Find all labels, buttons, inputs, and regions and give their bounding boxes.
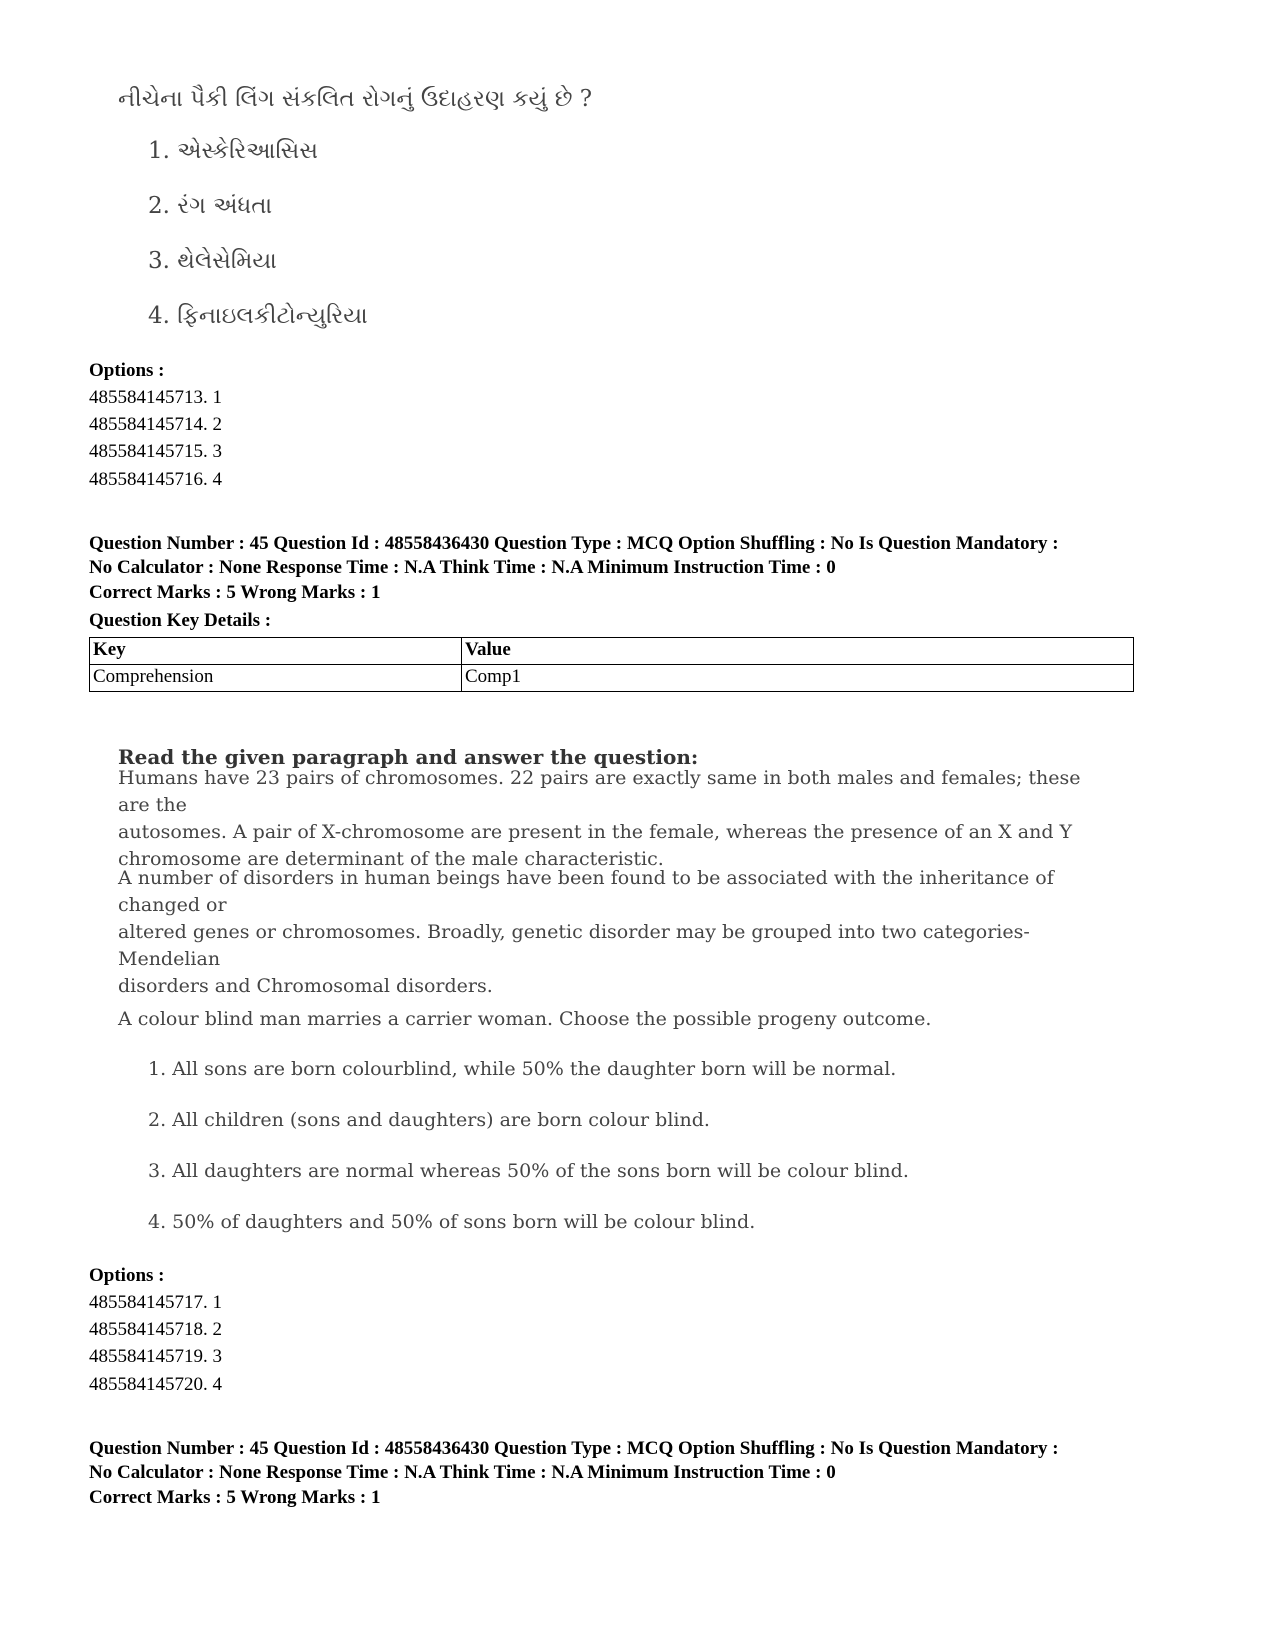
paragraph-line: disorders and Chromosomal disorders. — [118, 975, 493, 997]
table-row — [90, 665, 1134, 692]
paragraph-1 — [118, 765, 1108, 873]
question-image-gujarati — [110, 80, 810, 360]
key-details-label: Question Key Details : — [89, 610, 272, 631]
table-header-value: Value — [462, 638, 1134, 665]
paragraph-line: chromosome are determinant of the male characteristic. — [118, 848, 664, 870]
choice-1: 1. એસ્કેરિઆસિસ — [148, 138, 318, 164]
comprehension-heading: Read the given paragraph and answer the question: — [118, 745, 699, 769]
option-line: 485584145716. 4 — [89, 469, 222, 490]
question-meta-line: No Calculator : None Response Time : N.A Think Time : N.A Minimum Instruction Time : 0 — [89, 557, 836, 578]
choice-2: 2. All children (sons and daughters) are born colour blind. — [148, 1109, 710, 1131]
option-line: 485584145718. 2 — [89, 1319, 222, 1340]
option-line: 485584145715. 3 — [89, 441, 222, 462]
table-header-row — [90, 638, 1134, 665]
question-stem: નીચેના પૈકી લિંગ સંકલિત રોગનું ઉદાહરણ કયું છે ? — [118, 86, 593, 112]
table-cell: Comprehension — [90, 665, 462, 692]
marks-line: Correct Marks : 5 Wrong Marks : 1 — [89, 582, 381, 603]
choice-3: 3. All daughters are normal whereas 50% of the sons born will be colour blind. — [148, 1160, 909, 1182]
paragraph-line: altered genes or chromosomes. Broadly, genetic disorder may be grouped into two categories-Mendelian — [118, 921, 1030, 970]
table-header-key: Key — [90, 638, 462, 665]
option-line: 485584145714. 2 — [89, 414, 222, 435]
option-line: 485584145719. 3 — [89, 1346, 222, 1367]
options-label: Options : — [89, 360, 165, 381]
paragraph-line: autosomes. A pair of X-chromosome are present in the female, whereas the presence of an X and Y — [118, 821, 1073, 843]
options-label: Options : — [89, 1265, 165, 1286]
option-line: 485584145717. 1 — [89, 1292, 222, 1313]
comprehension-question: A colour blind man marries a carrier woman. Choose the possible progeny outcome. — [118, 1008, 932, 1030]
option-line: 485584145713. 1 — [89, 387, 222, 408]
marks-line: Correct Marks : 5 Wrong Marks : 1 — [89, 1487, 381, 1508]
choice-1: 1. All sons are born colourblind, while 50% the daughter born will be normal. — [148, 1058, 897, 1080]
question-meta-line: Question Number : 45 Question Id : 48558436430 Question Type : MCQ Option Shuffling : No Is Question Mandatory : — [89, 533, 1059, 554]
paragraph-line: Humans have 23 pairs of chromosomes. 22 pairs are exactly same in both males and females; these are the — [118, 767, 1081, 816]
question-meta-line: Question Number : 45 Question Id : 48558436430 Question Type : MCQ Option Shuffling : No Is Question Mandatory : — [89, 1438, 1059, 1459]
question-meta — [89, 532, 1189, 580]
question-meta — [89, 1437, 1189, 1485]
option-line: 485584145720. 4 — [89, 1374, 222, 1395]
choice-4: 4. ફિનાઇલકીટોન્યુરિયા — [148, 303, 368, 329]
choice-2: 2. રંગ અંધતા — [148, 193, 273, 219]
paragraph-line: A number of disorders in human beings have been found to be associated with the inheritance of changed or — [118, 867, 1054, 916]
comprehension-image — [112, 745, 1142, 1265]
choice-4: 4. 50% of daughters and 50% of sons born will be colour blind. — [148, 1211, 756, 1233]
table-cell: Comp1 — [462, 665, 1134, 692]
paragraph-2 — [118, 865, 1108, 1000]
key-details-table — [89, 637, 1134, 692]
question-meta-line: No Calculator : None Response Time : N.A Think Time : N.A Minimum Instruction Time : 0 — [89, 1462, 836, 1483]
choice-3: 3. થેલેસેમિયા — [148, 248, 277, 274]
